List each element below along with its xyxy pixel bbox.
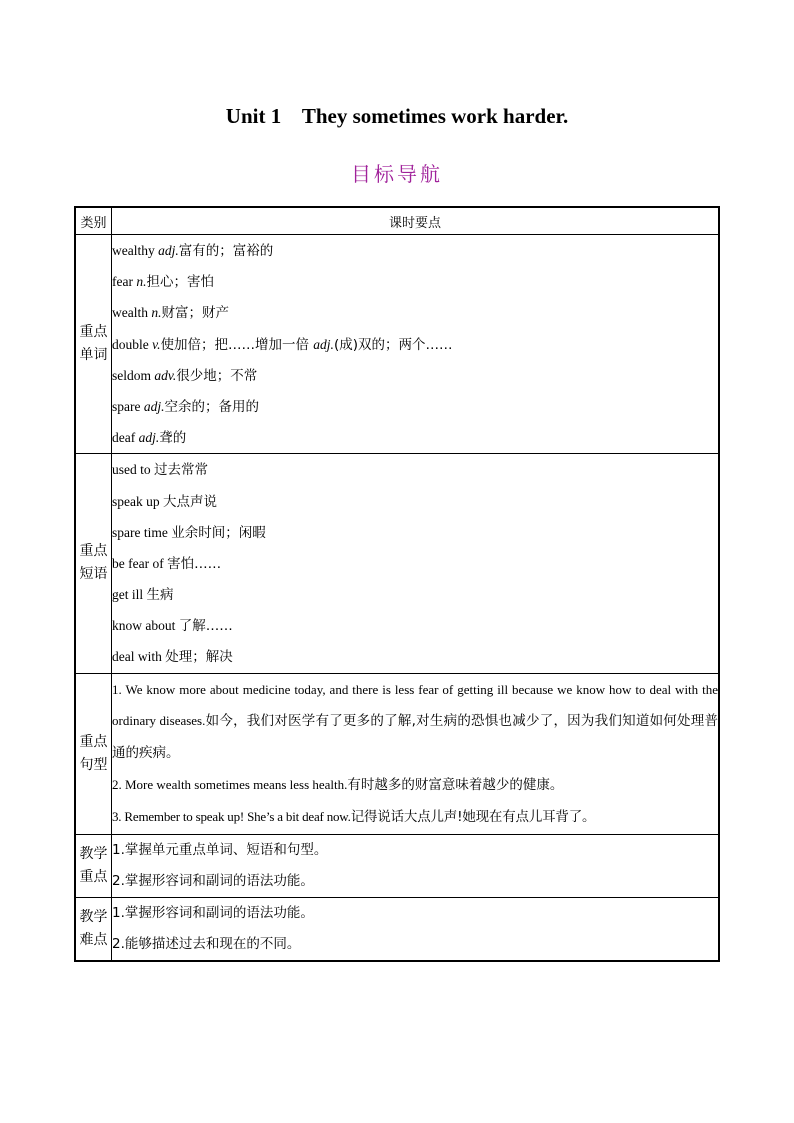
category-cell: 重点句型 [75, 673, 112, 834]
table-header-row [75, 207, 719, 235]
word-en: wealth [112, 305, 152, 321]
word-pos: v. [152, 336, 161, 352]
header-category: 类别 [75, 207, 112, 235]
list-item [112, 360, 718, 391]
word-pos: n. [151, 305, 162, 321]
section-subtitle: 目标导航 [351, 162, 443, 186]
phrase-cn: 了解…… [178, 618, 233, 635]
list-item [112, 391, 718, 422]
phrase-cn: 过去常常 [154, 462, 208, 479]
sentence-cn: 记得说话大点儿声!她现在有点儿耳背了。 [350, 809, 596, 826]
list-item [112, 610, 718, 641]
key-sentences-list [112, 673, 720, 834]
sentence-en: 3. Remember to speak up! She’s a bit deaf now. [112, 809, 351, 825]
list-item [112, 486, 718, 517]
teaching-difficulty-list [112, 897, 720, 961]
list-item: 2.掌握形容词和副词的语法功能。 [112, 872, 314, 889]
word-pos: adv. [154, 367, 177, 383]
key-phrases-list [112, 454, 720, 673]
word-en: deaf [112, 430, 139, 446]
word-cn: (成)双的；两个…… [333, 336, 453, 353]
list-item [112, 801, 718, 833]
word-cn: 很少地；不常 [176, 367, 258, 384]
lesson-points-table [74, 206, 720, 962]
sentence-cn: 如今，我们对医学有了更多的了解,对生病的恐惧也减少了，因为我们知道如何处理普通的疾病。 [112, 712, 718, 762]
list-item [112, 641, 718, 672]
phrase-en: speak up [112, 493, 163, 509]
table-row-key-sentences [75, 673, 719, 834]
word-en: fear [112, 274, 137, 290]
unit-title: Unit 1 They sometimes work harder. [225, 104, 569, 128]
word-cn: 空余的；备用的 [164, 398, 259, 415]
sentence-cn: 有时越多的财富意味着越少的健康。 [347, 777, 564, 794]
list-item [112, 579, 718, 610]
word-pos: n. [136, 274, 147, 290]
list-item [112, 769, 718, 801]
list-item [112, 235, 718, 266]
table-row-teaching-difficulty [75, 897, 719, 961]
list-item [112, 517, 718, 548]
category-cell: 重点单词 [75, 235, 112, 454]
list-item [112, 422, 718, 453]
list-item [112, 297, 718, 328]
word-en: spare [112, 398, 144, 414]
word-cn: 富有的；富裕的 [178, 243, 274, 259]
word-cn: 担心；害怕 [146, 274, 214, 291]
list-item [112, 674, 718, 770]
word-cn: 聋的 [159, 430, 187, 447]
phrase-cn: 害怕…… [167, 555, 222, 572]
phrase-cn: 业余时间；闲暇 [171, 524, 266, 541]
list-item: 1.掌握形容词和副词的语法功能。 [112, 904, 314, 921]
list-item [112, 329, 718, 360]
list-item: 1.掌握单元重点单词、短语和句型。 [112, 841, 328, 858]
list-item: 2.能够描述过去和现在的不同。 [112, 935, 301, 952]
teaching-focus-list [112, 834, 720, 897]
phrase-cn: 生病 [146, 587, 174, 604]
category-cell: 教学重点 [75, 834, 112, 897]
phrase-cn: 大点声说 [163, 493, 217, 510]
word-pos: adj. [138, 430, 160, 446]
word-pos: adj. [143, 398, 165, 414]
list-item [112, 548, 718, 579]
list-item [112, 266, 718, 297]
list-item [112, 454, 718, 485]
table-row-key-phrases [75, 454, 719, 673]
phrase-en: used to [112, 462, 154, 478]
word-pos: adj. [158, 243, 179, 258]
phrase-cn: 处理；解决 [165, 649, 233, 666]
word-cn: 财富；财产 [161, 305, 229, 322]
sentence-en: 2. More wealth sometimes means less health. [112, 777, 348, 793]
header-points: 课时要点 [112, 207, 720, 235]
phrase-en: spare time [112, 524, 172, 540]
phrase-en: deal with [112, 649, 166, 665]
word-en: seldom [112, 367, 155, 383]
phrase-en: be fear of [112, 555, 168, 571]
word-en: wealthy [112, 243, 159, 258]
phrase-en: know about [112, 618, 179, 634]
phrase-en: get ill [112, 587, 147, 603]
category-cell: 重点短语 [75, 454, 112, 673]
word-cn: 使加倍；把……增加一倍 [160, 336, 314, 353]
table-row-key-words [75, 235, 719, 454]
word-pos: adj. [313, 336, 334, 352]
key-words-list [112, 235, 720, 454]
category-cell: 教学难点 [75, 897, 112, 961]
table-row-teaching-focus [75, 834, 719, 897]
word-en: double [112, 336, 153, 352]
sentence-en: 1. We know more about medicine today, and there is less fear of getting ill because we know how to deal with the ordinary diseases. [112, 681, 718, 728]
